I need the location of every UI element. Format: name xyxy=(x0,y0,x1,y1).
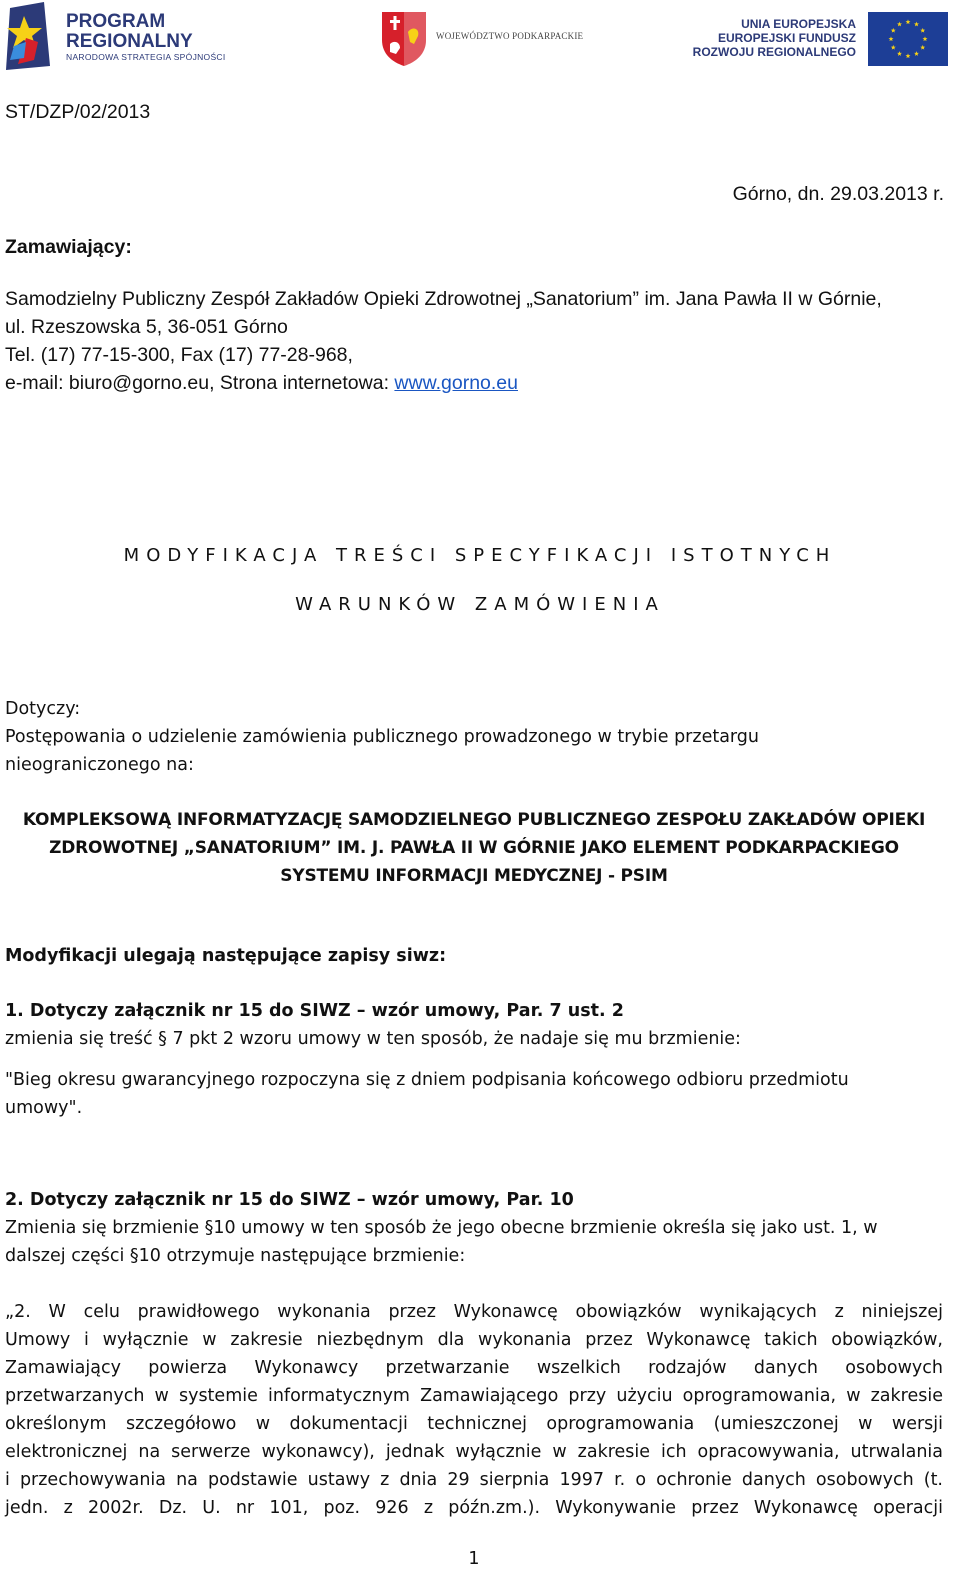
item-2-text-line-2: dalszej części §10 otrzymuje następujące brzmienie: xyxy=(5,1246,466,1266)
concerns-text-line-1: Postępowania o udzielenie zamówienia publicznego prowadzonego w trybie przetargu xyxy=(5,727,760,747)
item-2-paragraph-line-2: Umowy i wyłącznie w zakresie niezbędnym dla wykonania przez Wykonawcę takich obowiązków, xyxy=(5,1330,943,1350)
subject-line-2: ZDROWOTNEJ „SANATORIUM” IM. J. PAWŁA II W GÓRNIE JAKO ELEMENT PODKARPACKIEGO xyxy=(49,838,899,858)
website-link[interactable]: www.gorno.eu xyxy=(394,372,518,394)
page-number: 1 xyxy=(468,1549,480,1569)
item-1-text: zmienia się treść § 7 pkt 2 wzoru umowy w ten sposób, że nadaje się mu brzmienie: xyxy=(5,1029,741,1049)
concerns-text-line-2: nieograniczonego na: xyxy=(5,755,194,775)
logo-center-text: WOJEWÓDZTWO PODKARPACKIE xyxy=(436,31,584,41)
item-1-quote-line-1: "Bieg okresu gwarancyjnego rozpoczyna się z dniem podpisania końcowego odbioru przedmiotu xyxy=(5,1070,849,1090)
document-title-line-2: WARUNKÓW ZAMÓWIENIA xyxy=(295,594,665,615)
eu-flag-icon xyxy=(868,12,948,66)
item-2-paragraph-line-1: „2. W celu prawidłowego wykonania przez Wykonawcę obowiązków wynikających z niniejszej xyxy=(5,1302,943,1322)
document-title-line-1: MODYFIKACJA TREŚCI SPECYFIKACJI ISTOTNYCH xyxy=(123,545,837,566)
document-reference: ST/DZP/02/2013 xyxy=(5,101,151,123)
logo-unia-europejska xyxy=(692,12,948,66)
modifications-heading: Modyfikacji ulegają następujące zapisy siwz: xyxy=(5,946,447,966)
item-2-paragraph-line-3: Zamawiający powierza Wykonawcy przetwarzanie wszelkich rodzajów danych osobowych xyxy=(5,1358,943,1378)
subject-line-3: SYSTEMU INFORMACJI MEDYCZNEJ - PSIM xyxy=(280,866,668,886)
item-1-heading: 1. Dotyczy załącznik nr 15 do SIWZ – wzór umowy, Par. 7 ust. 2 xyxy=(5,1001,624,1021)
contact-line xyxy=(5,369,518,397)
orderer-line-1: Samodzielny Publiczny Zespół Zakładów Opieki Zdrowotnej „Sanatorium” im. Jana Pawła II w Górnie, xyxy=(5,288,882,310)
item-2-paragraph-line-4: przetwarzanych w systemie informatycznym Zamawiającego przy użyciu oprogramowania, w zakresie xyxy=(5,1386,943,1406)
eu-line-3: ROZWOJU REGIONALNEGO xyxy=(692,45,856,59)
concerns-label: Dotyczy: xyxy=(5,699,81,719)
item-2-paragraph-line-7: i przechowywania na podstawie ustawy z dnia 29 sierpnia 1997 r. o ochronie danych osobowych (t. xyxy=(5,1470,943,1490)
logo-program-regionalny xyxy=(4,2,234,70)
item-2-heading: 2. Dotyczy załącznik nr 15 do SIWZ – wzór umowy, Par. 10 xyxy=(5,1190,574,1210)
place-and-date: Górno, dn. 29.03.2013 r. xyxy=(732,183,944,205)
logo-line-2: REGIONALNY xyxy=(66,31,193,52)
logo-line-1: PROGRAM xyxy=(66,11,166,32)
item-2-paragraph-line-5: określonym szczegółowo w dokumentacji technicznej oprogramowania (umieszczonej w wersji xyxy=(5,1414,943,1434)
eu-line-2: EUROPEJSKI FUNDUSZ xyxy=(717,31,856,45)
item-2-paragraph-line-8: jedn. z 2002r. Dz. U. nr 101, poz. 926 z późn.zm.). Wykonywanie przez Wykonawcę operacji xyxy=(5,1498,943,1518)
item-1-quote-line-2: umowy". xyxy=(5,1098,83,1118)
item-2-text-line-1: Zmienia się brzmienie §10 umowy w ten sposób że jego obecne brzmienie określa się jako ust. 1, w xyxy=(5,1218,878,1238)
coat-of-arms-icon xyxy=(380,10,428,66)
logo-line-3: NARODOWA STRATEGIA SPÓJNOŚCI xyxy=(66,52,226,62)
email-text: e-mail: biuro@gorno.eu, Strona internetowa: xyxy=(5,372,395,394)
eu-line-1: UNIA EUROPEJSKA xyxy=(741,17,856,31)
program-regionalny-emblem-icon xyxy=(4,2,54,70)
orderer-label: Zamawiający: xyxy=(5,236,132,258)
orderer-line-2: ul. Rzeszowska 5, 36-051 Górno xyxy=(5,316,288,338)
item-2-paragraph-line-6: elektronicznej na serwerze wykonawcy), jednak wyłącznie w zakresie ich opracowywania, utrwalania xyxy=(5,1442,943,1462)
orderer-line-3: Tel. (17) 77-15-300, Fax (17) 77-28-968, xyxy=(5,344,353,366)
subject-line-1: KOMPLEKSOWĄ INFORMATYZACJĘ SAMODZIELNEGO PUBLICZNEGO ZESPOŁU ZAKŁADÓW OPIEKI xyxy=(22,810,926,830)
logo-wojewodztwo-podkarpackie xyxy=(380,10,590,66)
